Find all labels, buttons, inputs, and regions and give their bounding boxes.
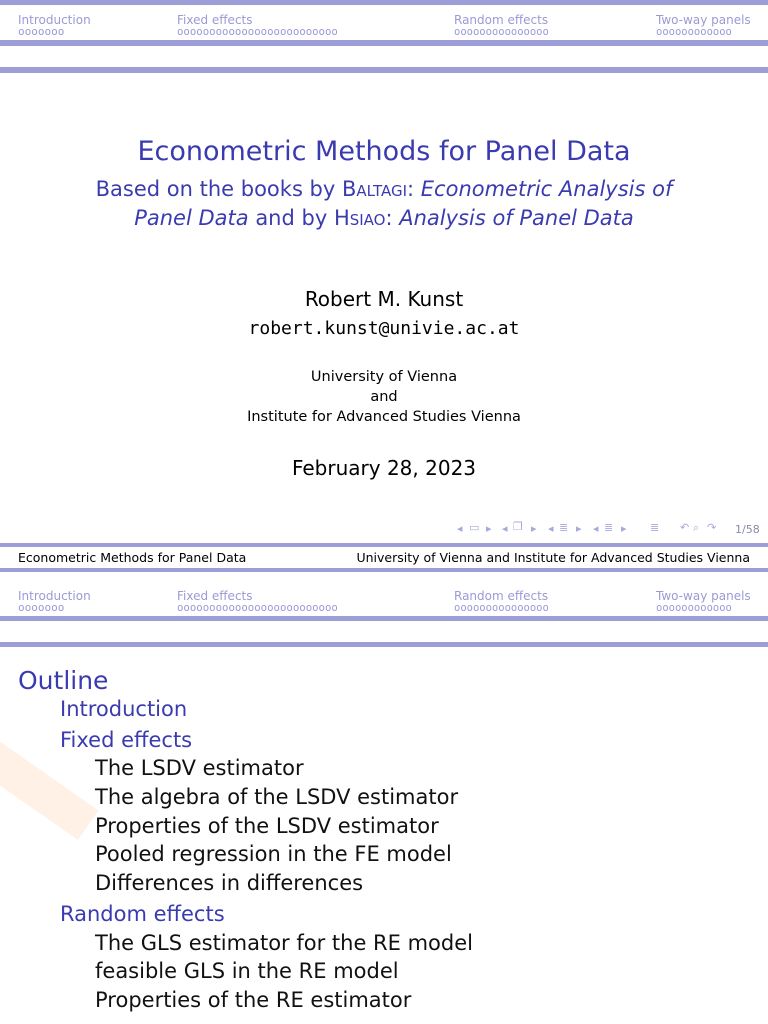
author: Robert M. Kunst bbox=[304, 287, 464, 311]
title-band bbox=[0, 67, 768, 73]
institution-line-2: and bbox=[370, 389, 398, 405]
subtitle-colon: : bbox=[407, 177, 421, 201]
subtitle-line-2 bbox=[0, 206, 768, 230]
nav-dots-random-effects[interactable]: ooooooooooooooo bbox=[454, 26, 549, 38]
nav-subsection-right-icon[interactable]: ▸ bbox=[531, 522, 537, 535]
nav-dots-two-way-panels[interactable]: oooooooooooo bbox=[656, 602, 732, 614]
nav-section-introduction[interactable]: Introduction bbox=[18, 589, 91, 603]
nav-band bbox=[0, 40, 768, 46]
presentation-date: February 28, 2023 bbox=[291, 456, 477, 480]
nav-dots-fixed-effects[interactable]: ooooooooooooooooooooooooo bbox=[177, 25, 338, 38]
nav-dots-introduction[interactable]: ooooooo bbox=[18, 25, 65, 38]
book-title-2: Analysis of Panel Data bbox=[399, 206, 634, 230]
nav-section-two-way-panels[interactable]: Two-way panels bbox=[656, 589, 751, 603]
nav-section-fixed-effects[interactable]: Fixed effects bbox=[177, 589, 253, 603]
nav-frame-right-icon[interactable]: ▸ bbox=[486, 522, 492, 535]
outline-subsection-item[interactable]: The algebra of the LSDV estimator bbox=[95, 785, 459, 809]
nav-section-left-icon[interactable]: ◂ bbox=[548, 522, 554, 535]
nav-section-right-icon[interactable]: ▸ bbox=[576, 522, 582, 535]
outline-subsection-item[interactable]: Properties of the LSDV estimator bbox=[95, 814, 439, 838]
presentation-title: Econometric Methods for Panel Data bbox=[137, 136, 631, 167]
footer-title: Econometric Methods for Panel Data bbox=[18, 550, 247, 565]
nav-subsection-left-icon[interactable]: ◂ bbox=[502, 522, 508, 535]
nav-section-fixed-effects[interactable]: Fixed effects bbox=[177, 13, 253, 27]
nav-section-random-effects[interactable]: Random effects bbox=[454, 13, 549, 27]
subtitle-text: Based on the books by bbox=[95, 177, 342, 201]
outline-heading: Outline bbox=[18, 666, 109, 695]
nav-section-icon[interactable]: ≣ bbox=[559, 521, 569, 534]
outline-subsection-item[interactable]: feasible GLS in the RE model bbox=[95, 959, 399, 983]
nav-dots-random-effects[interactable]: ooooooooooooooo bbox=[454, 602, 549, 614]
outline-section-item[interactable]: Introduction bbox=[60, 697, 188, 721]
outline-subsection-item[interactable]: Pooled regression in the FE model bbox=[95, 842, 452, 866]
nav-back-icon[interactable]: ↶ bbox=[680, 521, 690, 534]
nav-dots-fixed-effects[interactable]: ooooooooooooooooooooooooo bbox=[177, 601, 338, 614]
nav-section-introduction[interactable]: Introduction bbox=[18, 13, 91, 27]
author-name-baltagi: Baltagi bbox=[342, 177, 408, 201]
nav-frame-icon[interactable]: ▭ bbox=[469, 521, 480, 534]
footer-institution: University of Vienna and Institute for Advanced Studies Vienna bbox=[356, 550, 750, 565]
nav-section-two-way-panels[interactable]: Two-way panels bbox=[656, 13, 751, 27]
author-name-hsiao: Hsiao bbox=[333, 206, 386, 230]
footer-band-bottom bbox=[0, 568, 768, 572]
page-number: 1/58 bbox=[735, 523, 760, 536]
author-email[interactable]: robert.kunst@univie.ac.at bbox=[248, 318, 520, 339]
nav-forward-icon[interactable]: ↷ bbox=[707, 521, 717, 534]
book-title-1-part1: Econometric Analysis of bbox=[420, 177, 673, 201]
outline-subsection-item[interactable]: Differences in differences bbox=[95, 871, 364, 895]
nav-part-left-icon[interactable]: ◂ bbox=[593, 522, 599, 535]
institution-line-3: Institute for Advanced Studies Vienna bbox=[247, 409, 521, 425]
outline-subsection-item[interactable]: Properties of the RE estimator bbox=[95, 988, 412, 1012]
nav-part-right-icon[interactable]: ▸ bbox=[621, 522, 627, 535]
nav-band-2 bbox=[0, 616, 768, 621]
nav-dots-two-way-panels[interactable]: oooooooooooo bbox=[656, 26, 732, 38]
footer-band-top bbox=[0, 543, 768, 547]
subtitle-colon-2: : bbox=[385, 206, 400, 230]
nav-part-icon[interactable]: ≣ bbox=[604, 521, 614, 534]
top-band bbox=[0, 0, 768, 5]
outline-section-item[interactable]: Random effects bbox=[60, 902, 225, 926]
subtitle-text-2: and by bbox=[248, 206, 334, 230]
nav-document-icon[interactable]: ≣ bbox=[650, 521, 660, 534]
outline-subsection-item[interactable]: The LSDV estimator bbox=[95, 756, 304, 780]
subtitle-line-1 bbox=[0, 177, 768, 201]
outline-subsection-item[interactable]: The GLS estimator for the RE model bbox=[95, 931, 473, 955]
nav-dots-introduction[interactable]: ooooooo bbox=[18, 601, 65, 614]
nav-search-icon[interactable]: ⌕ bbox=[693, 521, 700, 534]
institution-line-1: University of Vienna bbox=[310, 369, 458, 385]
title-band-2 bbox=[0, 642, 768, 647]
outline-section-item[interactable]: Fixed effects bbox=[60, 728, 193, 752]
nav-subsection-icon[interactable]: ❐ bbox=[513, 520, 523, 533]
nav-section-random-effects[interactable]: Random effects bbox=[454, 589, 549, 603]
book-title-1-part2: Panel Data bbox=[134, 206, 249, 230]
nav-frame-left-icon[interactable]: ◂ bbox=[457, 522, 463, 535]
